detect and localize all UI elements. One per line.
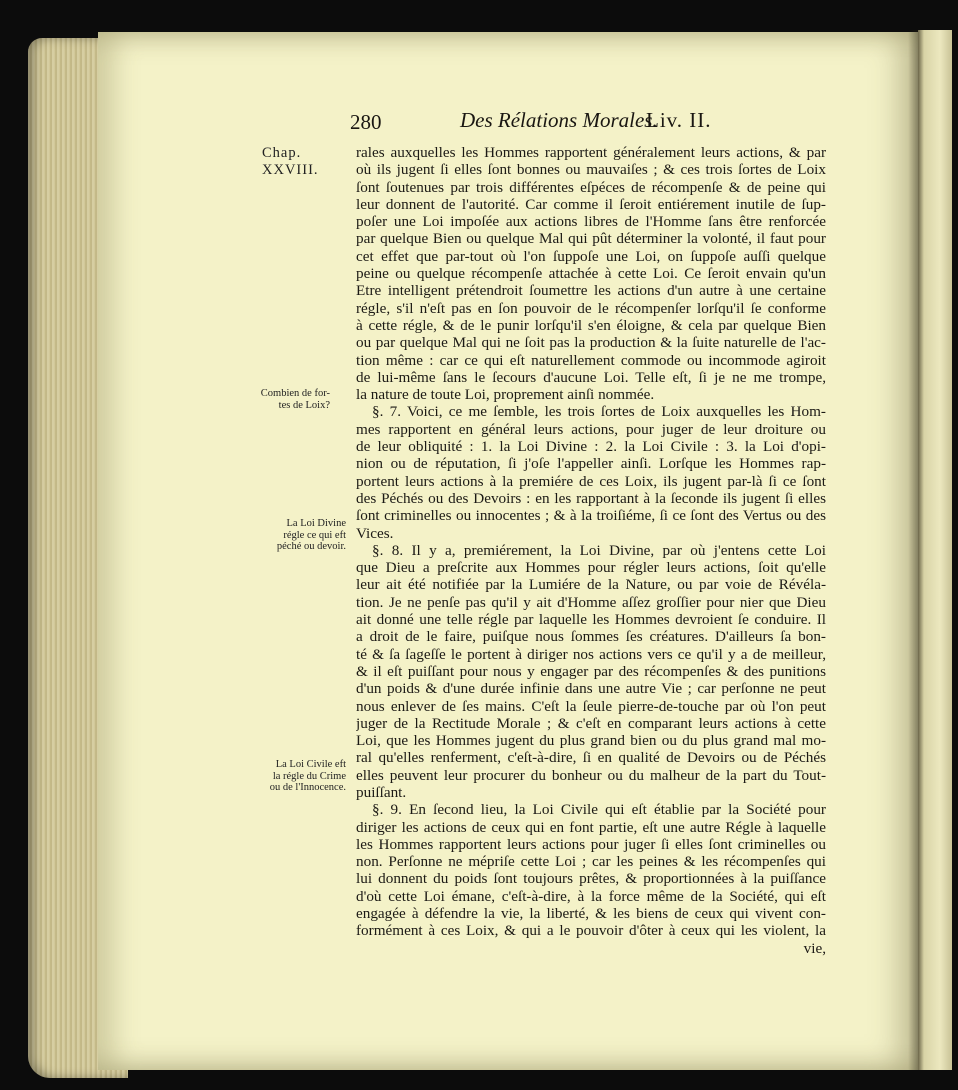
text-line: elles peuvent leur procurer du bonheur ou du malheur de la part du Tout- [356, 766, 826, 784]
text-line: nous enlever de ſes mains. C'eſt la ſeule pierre-de-touche par où l'on peut [356, 697, 826, 715]
text-line: peine ou quelque récompenſe attachée à cette Loi. Ce ſeroit envain qu'un [356, 265, 826, 283]
text-line: à cette régle, & de le punir lorſqu'il s'en éloigne, & cela par quelque Bien [356, 316, 826, 334]
text-line: té & ſa ſageſſe le portent à diriger nos actions vers ce qu'il y a de meilleur, [356, 645, 826, 663]
text-line: leur donnent de l'autorité. Car comme il ſeroit entiérement inutile de ſup- [356, 195, 826, 213]
text-line: où ils jugent ſi elles ſont bonnes ou mauvaiſes ; & ces trois ſortes de Loix [356, 161, 826, 179]
text-line: nion ou de réputation, ſi j'oſe l'appeller ainſi. Lorſque les Hommes rap- [356, 455, 826, 473]
text-line: de lui-même ſans le ſecours d'aucune Loi. Telle eſt, ſi je ne me trompe, [356, 368, 826, 386]
margin-note-line: ou de l'Innocence. [269, 782, 346, 793]
text-line: puiſſant. [356, 783, 407, 801]
running-header [350, 108, 828, 138]
text-line: d'où cette Loi émane, c'eſt-à-dire, à la force même de la Société, qui eſt [356, 887, 826, 905]
text-line: leur ait été notifiée par la Lumiére de la Nature, ou par voie de Révéla- [356, 576, 826, 594]
text-line: tion. Je ne penſe pas qu'il y ait d'Homme aſſez groſſier pour nier que Dieu [356, 593, 826, 611]
text-line: poſer une Loi impoſée aux actions libres de l'Homme ſans être renforcée [356, 213, 826, 231]
text-line: cet effet que par-tout où l'on ſuppoſe une Loi, on ſuppoſe auſſi quelque [356, 247, 826, 265]
text-line: lui donnent du poids ſont toujours prêtes, & proportionnées à la puiſſance [356, 870, 826, 888]
text-line: ſont criminelles ou innocentes ; & à la troiſiéme, ſi ce ſont des Vertus ou des [356, 507, 826, 525]
body-text [356, 144, 826, 957]
page-number: 280 [350, 110, 382, 134]
text-line: formément à ces Loix, & qui a le pouvoir d'ôter à ceux qui les violent, la [356, 922, 826, 940]
text-line: Etre intelligent prétendroit ſoumettre les actions d'un autre à une certaine [356, 282, 826, 300]
text-line: §. 9. En ſecond lieu, la Loi Civile qui eſt établie par la Société pour [372, 801, 826, 819]
text-line: mes rapportent en général leurs actions, pour juger de leur droiture ou [356, 420, 826, 438]
text-line: vie, [803, 939, 826, 957]
text-line: portent leurs actions à la premiére de ces Loix, ils jugent par-là ſi ce ſont [356, 472, 826, 490]
text-line: d'un poids & d'une durée infinie dans une autre Vie ; car perſonne ne peut [356, 680, 826, 698]
margin-note-loi-divine [262, 518, 346, 553]
margin-note-line: la régle du Crime [272, 770, 346, 782]
text-line: non. Perſonne ne mépriſe cette Loi ; car les peines & les récompenſes qui [356, 853, 826, 871]
margin-note-line: Combien de for- [260, 388, 330, 399]
margin-note-line: péché ou devoir. [276, 541, 346, 552]
text-line: Loi, que les Hommes jugent du plus grand bien ou du plus grand mal mo- [356, 732, 826, 750]
text-line: des Péchés ou des Devoirs : en les rapportant à la ſeconde ils jugent ſi elles [356, 489, 826, 507]
text-line: & il eſt puiſſant pour nous y engager par des récompenſes & des punitions [356, 662, 826, 680]
text-line: la nature de toute Loi, proprement ainſi nommée. [356, 386, 655, 404]
text-line: diriger les actions de ceux qui en font partie, eſt une autre Régle à laquelle [356, 818, 826, 836]
text-line: ſont ſoutenues par trois différentes eſpéces de récompenſe & de peine qui [356, 178, 826, 196]
text-line: les Hommes rapportent leurs actions pour juger ſi elles ſont criminelles ou [356, 835, 826, 853]
margin-note-loi-civile [262, 759, 346, 794]
text-line: régle, s'il n'eſt pas en ſon pouvoir de le récompenſer lorſqu'il ſe conforme [356, 299, 826, 317]
running-title: Des Rélations Morales. [460, 108, 658, 132]
text-line: juger de la Rectitude Morale ; & c'eſt en comparant leurs actions à cette [356, 714, 826, 732]
text-line: Vices. [356, 524, 394, 542]
chapter-label [262, 145, 342, 179]
margin-note-line: La Loi Divine [286, 518, 346, 529]
chapter-number: XXVIII. [262, 162, 319, 178]
text-line: que Dieu a preſcrite aux Hommes pour régler leurs actions, ſoit qu'elle [356, 559, 826, 577]
margin-note-line: tes de Loix? [278, 399, 330, 411]
facing-page-edge [918, 30, 952, 1070]
text-line: §. 8. Il y a, premiérement, la Loi Divine, par où j'entens cette Loi [372, 541, 826, 559]
book-number: Liv. II. [646, 108, 712, 132]
text-line: engagée à défendre la vie, la liberté, & les biens de ceux qui vivent con- [356, 905, 826, 923]
chapter-word: Chap. [262, 145, 302, 161]
margin-note-loix [246, 388, 330, 411]
text-line: ait donné une telle régle par laquelle les Hommes devroient ſe conduire. Il [356, 611, 826, 629]
text-line: de leur obliquité : 1. la Loi Divine : 2. la Loi Civile : 3. la Loi d'opi- [356, 438, 826, 456]
text-line: a droit de le faire, puiſque nous ſommes ſes créatures. D'ailleurs ſa bon- [356, 628, 826, 646]
text-line: tion même : car ce qui eſt naturellement commode ou incommode agiroit [356, 351, 826, 369]
text-line: ral qu'elles renferment, c'eſt-à-dire, ſi en qualité de Devoirs ou de Péchés [356, 749, 826, 767]
margin-note-line: régle ce qui eft [283, 529, 346, 541]
text-line: rales auxquelles les Hommes rapportent généralement leurs actions, & par [356, 144, 826, 161]
margin-note-line: La Loi Civile eft [275, 759, 346, 770]
text-line: par quelque Bien ou quelque Mal qui pût déterminer la volonté, il faut pour [356, 230, 826, 248]
text-line: ou par quelque Mal qui ne ſoit pas la production & la ſuite naturelle de l'ac- [356, 334, 826, 352]
text-line: §. 7. Voici, ce me ſemble, les trois ſortes de Loix auxquelles les Hom- [372, 403, 826, 421]
